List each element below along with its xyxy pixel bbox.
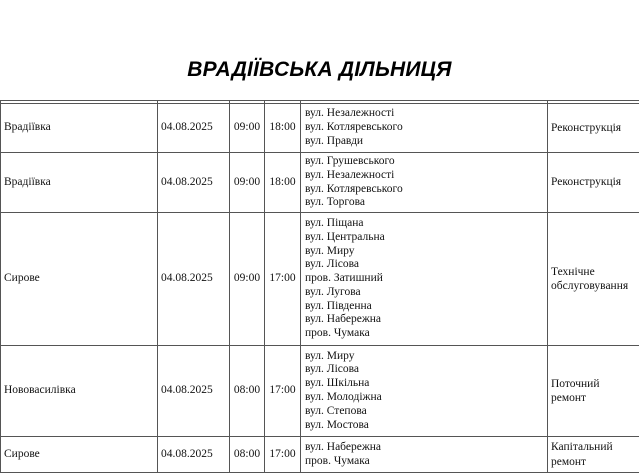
street-item: вул. Лісова	[305, 258, 360, 271]
start-time-cell: 09:00	[230, 213, 265, 346]
start-time-cell: 09:00	[230, 104, 265, 153]
table-row	[1, 437, 639, 473]
street-item: пров. Чумака	[305, 454, 370, 467]
streets-cell	[301, 346, 548, 437]
street-item: вул. Центральна	[305, 230, 385, 243]
work-type-cell: Поточний ремонт	[548, 346, 639, 437]
village-cell: Нововасилівка	[1, 346, 158, 437]
work-type-cell: Реконструкція	[548, 153, 639, 213]
street-item: вул. Південна	[305, 299, 372, 312]
street-item: вул. Правди	[305, 134, 364, 147]
street-item: вул. Набережна	[305, 313, 382, 326]
start-time-cell: 08:00	[230, 437, 265, 473]
date-cell: 04.08.2025	[158, 346, 230, 437]
street-item: вул. Котляревського	[305, 182, 403, 195]
street-item: вул. Торгова	[305, 196, 365, 209]
end-time-cell: 18:00	[265, 104, 301, 153]
village-cell: Врадіївка	[1, 153, 158, 213]
street-item: вул. Миру	[305, 349, 355, 362]
street-item: вул. Грушевського	[305, 154, 395, 167]
village-cell: Сирове	[1, 213, 158, 346]
street-item: вул. Котляревського	[305, 121, 403, 134]
street-item: вул. Лісова	[305, 363, 360, 376]
end-time-cell: 18:00	[265, 153, 301, 213]
work-type-cell: Реконструкція	[548, 104, 639, 153]
end-time-cell: 17:00	[265, 346, 301, 437]
date-cell: 04.08.2025	[158, 153, 230, 213]
table-row	[1, 213, 639, 346]
table-row	[1, 153, 639, 213]
street-item: вул. Піщана	[305, 216, 364, 229]
end-time-cell: 17:00	[265, 437, 301, 473]
date-cell: 04.08.2025	[158, 104, 230, 153]
street-item: вул. Молодіжна	[305, 391, 382, 403]
village-cell: Врадіївка	[1, 104, 158, 153]
street-item: пров. Чумака	[305, 327, 370, 340]
street-item: вул. Незалежності	[305, 107, 395, 120]
outage-schedule-table	[0, 100, 639, 473]
street-item: вул. Шкільна	[305, 377, 370, 390]
date-cell: 04.08.2025	[158, 213, 230, 346]
table-row	[1, 104, 639, 153]
streets-cell	[301, 104, 548, 153]
street-item: вул. Лугова	[305, 285, 361, 298]
street-item: пров. Затишний	[305, 272, 383, 285]
date-cell: 04.08.2025	[158, 437, 230, 473]
streets-cell	[301, 153, 548, 213]
village-cell: Сирове	[1, 437, 158, 473]
table-row	[1, 346, 639, 437]
street-item: вул. Набережна	[305, 440, 382, 453]
page-title: ВРАДІЇВСЬКА ДІЛЬНИЦЯ	[187, 58, 452, 81]
work-type-cell: Технічне обслуговування	[548, 213, 639, 346]
streets-cell	[301, 437, 548, 473]
street-item: вул. Степова	[305, 404, 367, 417]
end-time-cell: 17:00	[265, 213, 301, 346]
street-item: вул. Миру	[305, 244, 355, 257]
street-item: вул. Незалежності	[305, 168, 395, 181]
start-time-cell: 09:00	[230, 153, 265, 213]
street-item: вул. Мостова	[305, 418, 369, 431]
start-time-cell: 08:00	[230, 346, 265, 437]
work-type-cell: Капітальний ремонт	[548, 437, 639, 473]
streets-cell	[301, 213, 548, 346]
